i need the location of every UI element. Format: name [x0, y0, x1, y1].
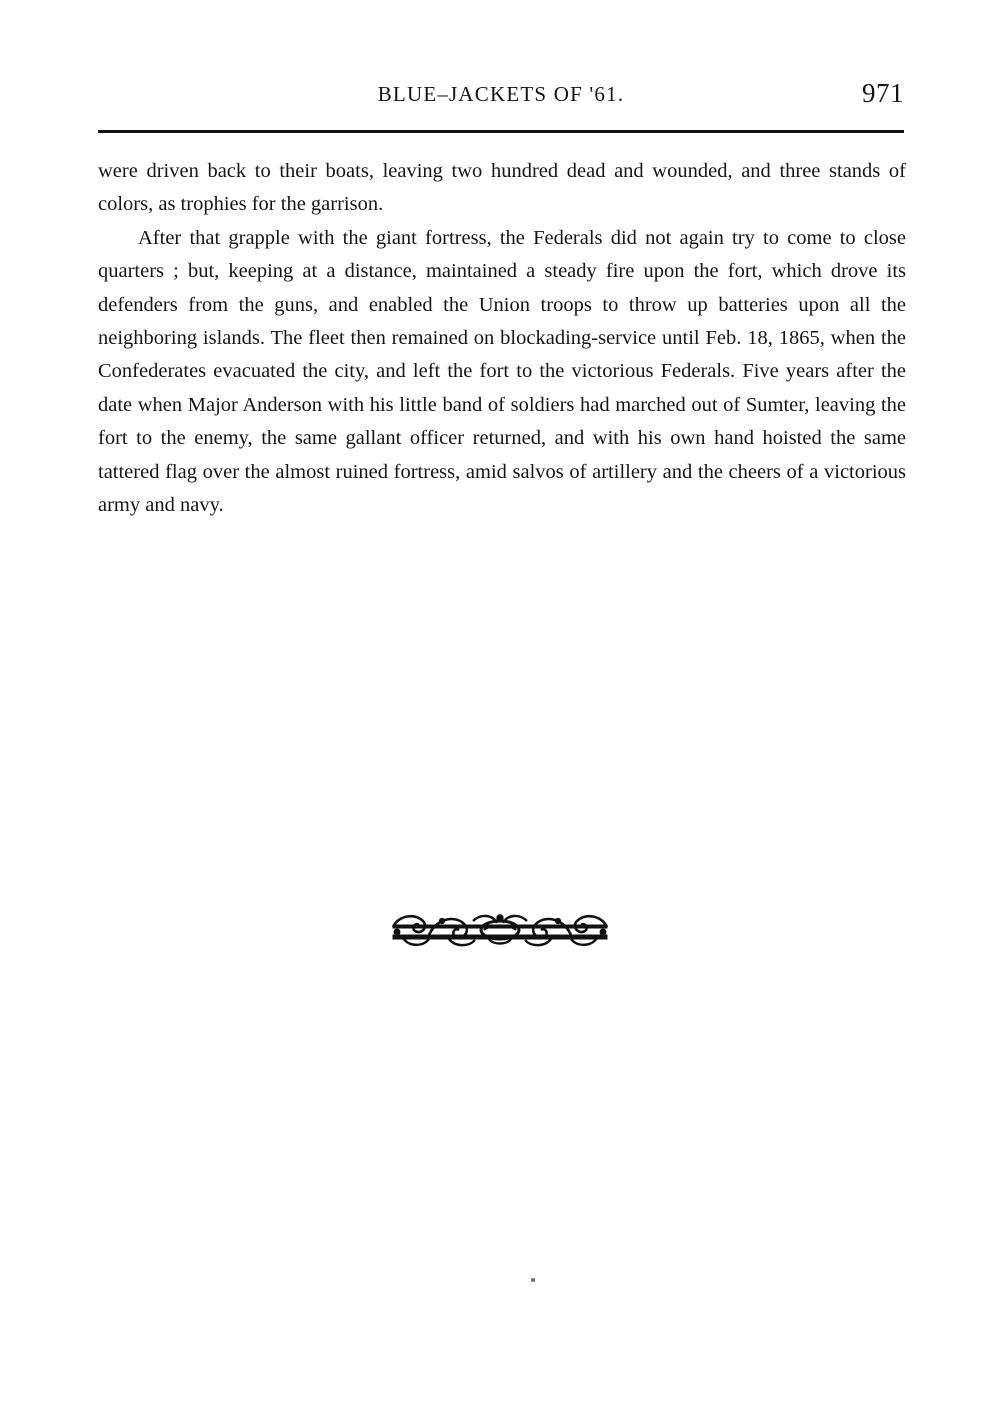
- paragraph-continuation: were driven back to their boats, leaving two hundred dead and wounded, and three stands of colors, as trophies for the garrison.: [98, 160, 906, 216]
- page-number: 971: [862, 78, 904, 108]
- paragraph-after-that-grapple: After that grapple with the giant fortress, the Federals did not again try to come to close quarters ; but, keeping at a distance, maintained a steady fire upon the fort, which drove its defenders from the guns, and enabled the Union troops to throw up batteries upon all the neighboring islands. The fleet then remained on blockading-service until Feb. 18, 1865, when the Confederates evacuated the city, and left the fort to the victorious Federals. Five years after the date when Major Anderson with his little band of soldiers had marched out of Sumter, leaving the fort to the enemy, the same gallant officer returned, and with his own hand hoisted the same tattered flag over the almost ruined fortress, amid salvos of artillery and the cheers of a victorious army and navy.: [98, 226, 906, 517]
- header-divider-rule: [98, 130, 904, 133]
- footer-mark: [531, 1278, 535, 1282]
- running-head: BLUE–JACKETS OF '61.: [377, 82, 625, 106]
- page-header: [98, 78, 904, 116]
- body-text-block: [98, 155, 906, 522]
- decorative-rule-ornament: [389, 905, 611, 953]
